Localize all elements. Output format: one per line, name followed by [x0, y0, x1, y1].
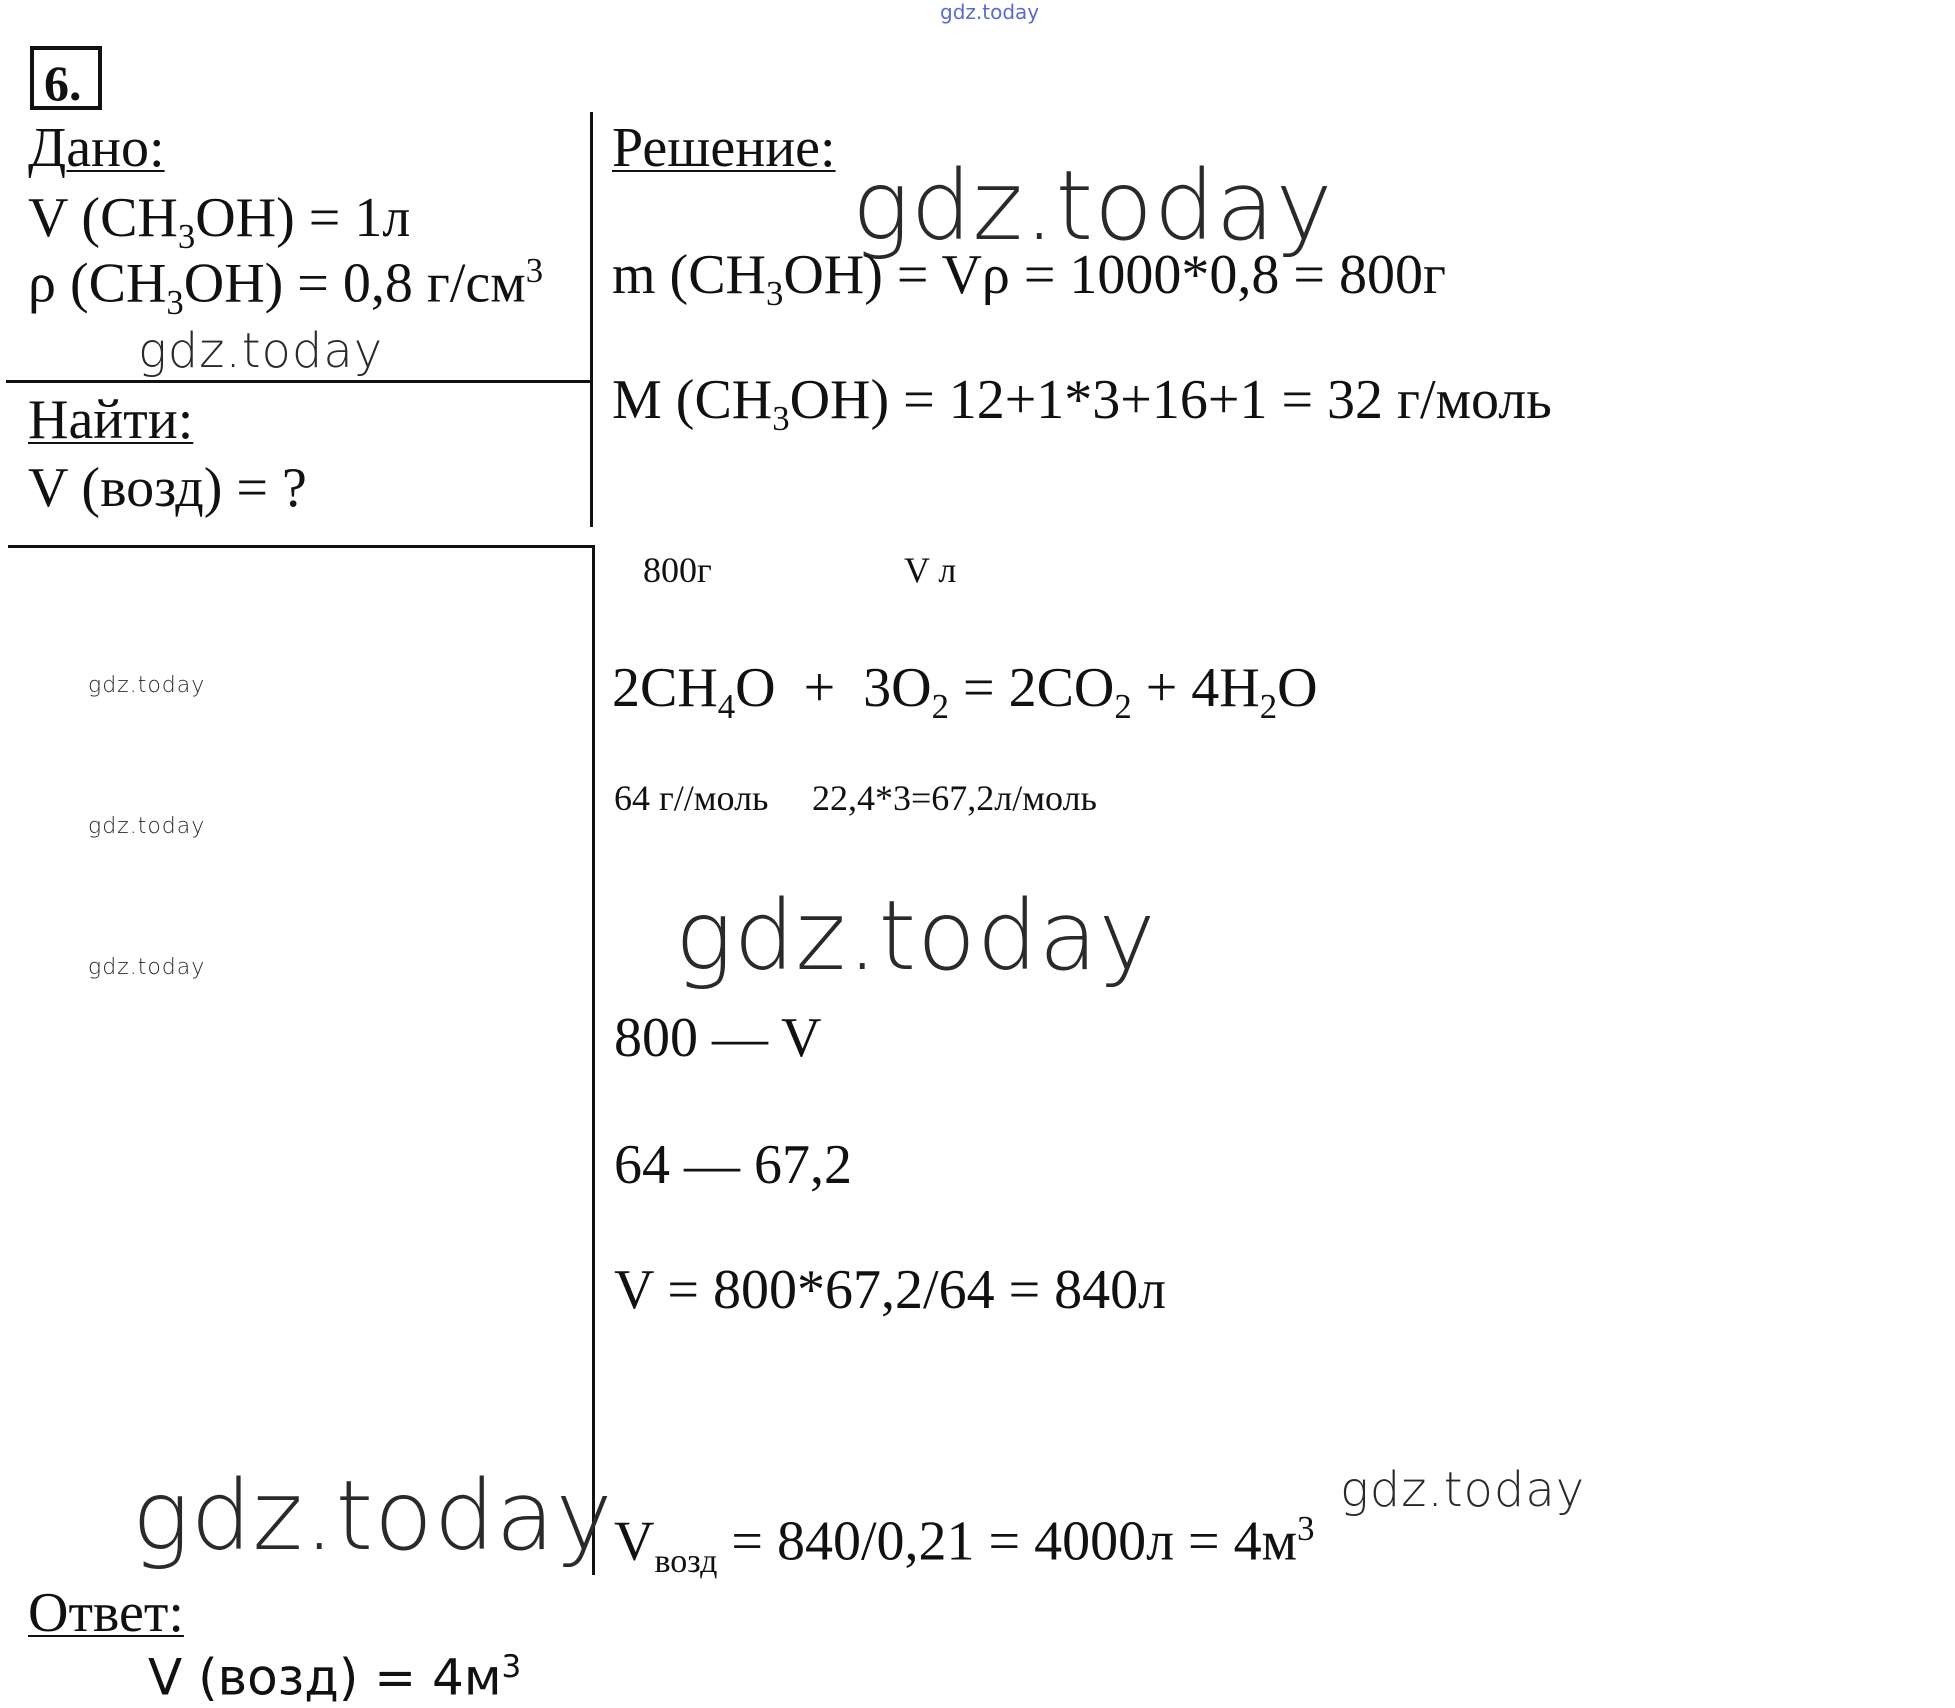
equation-below-right: 22,4*3=67,2л/моль: [812, 778, 1097, 818]
divider-given-find: [6, 380, 592, 383]
watermark-left-3: gdz.today: [88, 955, 206, 980]
answer-heading: Ответ:: [28, 1582, 184, 1644]
given-heading: Дано:: [28, 117, 165, 179]
answer-value: V (возд) = $4м^3$: [148, 1648, 522, 1707]
watermark-bottom-right: gdz.today: [1340, 1462, 1586, 1518]
divider-vertical-top: [590, 112, 593, 527]
watermark-given: gdz.today: [138, 323, 384, 379]
solution-mass: m $(CH_3OH) = V\rho = 1000*0,8 = 800г$: [612, 244, 1446, 314]
equation-above-left: 800г: [643, 550, 712, 590]
equation-below-left: 64 г//моль: [614, 778, 769, 818]
volume-result: V = 800*67,2/64 = 840л: [614, 1259, 1167, 1321]
watermark-left-1: gdz.today: [88, 673, 206, 698]
equation-above-right: V л: [904, 550, 957, 590]
watermark-header: gdz.today: [852, 150, 1334, 262]
air-volume-result: $V_{возд} = 840/0,21 = 4000л = 4м^3$: [614, 1509, 1315, 1580]
find-heading: Найти:: [28, 389, 194, 451]
proportion-line-1: 800 — V: [614, 1007, 822, 1069]
divider-vertical-bottom: [592, 545, 595, 1575]
solution-molar-mass: M $(CH_3OH) = 12+1*3+16+1 = 32$ г/моль: [612, 369, 1552, 439]
divider-find-bottom: [8, 545, 594, 548]
given-density: ρ $(CH_3OH) = 0,8$ $г/см^3$: [28, 251, 544, 322]
problem-number-box: [30, 46, 102, 110]
given-volume: V $(CH_3OH) = 1л$: [28, 187, 411, 257]
top-watermark: gdz.today: [940, 0, 1040, 24]
find-target: V (возд) = ?: [28, 457, 307, 519]
proportion-line-2: 64 — 67,2: [614, 1134, 852, 1196]
problem-number: 6.: [44, 55, 82, 111]
reaction-equation: $2CH_4O + 3O_2 = 2CO_2 + 4H_2O$: [612, 657, 1318, 727]
watermark-middle: gdz.today: [675, 880, 1157, 992]
watermark-bottom-left: gdz.today: [132, 1460, 614, 1572]
solution-heading: Решение:: [612, 117, 836, 179]
watermark-left-2: gdz.today: [88, 814, 206, 839]
